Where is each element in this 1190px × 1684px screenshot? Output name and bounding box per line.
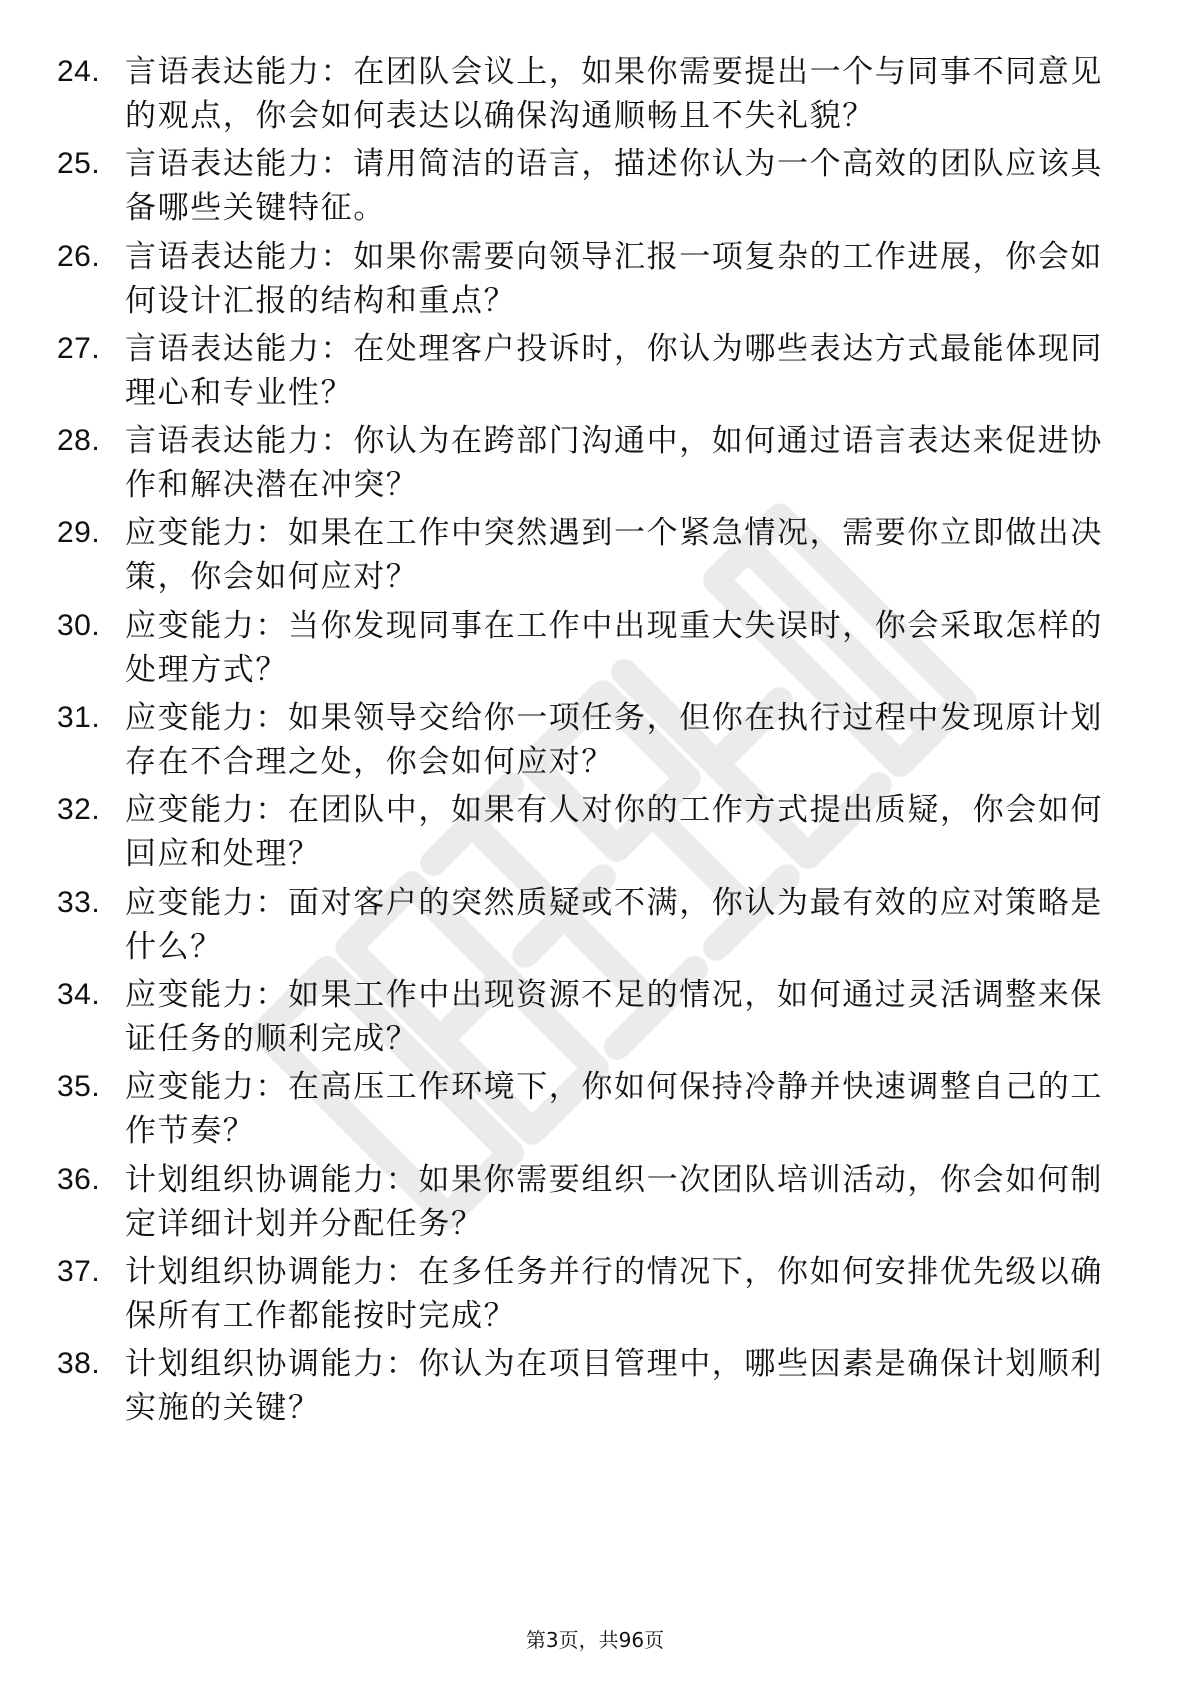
- question-number: 29.: [57, 516, 101, 550]
- question-item: [57, 1158, 1117, 1250]
- question-list: [57, 50, 1117, 1434]
- question-item: [57, 50, 1117, 142]
- question-text: 应变能力：当你发现同事在工作中出现重大失误时，你会采取怎样的处理方式？: [125, 607, 1103, 688]
- question-item: [57, 142, 1117, 234]
- question-text: 应变能力：在高压工作环境下，你如何保持冷静并快速调整自己的工作节奏？: [125, 1069, 1103, 1150]
- question-item: [57, 235, 1117, 327]
- question-number: 38.: [57, 1347, 101, 1381]
- question-item: [57, 881, 1117, 973]
- question-number: 36.: [57, 1162, 101, 1196]
- question-text: 计划组织协调能力：在多任务并行的情况下，你如何安排优先级以确保所有工作都能按时完成？: [125, 1253, 1103, 1334]
- question-item: [57, 511, 1117, 603]
- question-text: 应变能力：在团队中，如果有人对你的工作方式提出质疑，你会如何回应和处理？: [125, 792, 1103, 873]
- question-item: [57, 1250, 1117, 1342]
- question-text: 应变能力：如果在工作中突然遇到一个紧急情况，需要你立即做出决策，你会如何应对？: [125, 515, 1103, 596]
- question-text: 言语表达能力：请用简洁的语言，描述你认为一个高效的团队应该具备哪些关键特征。: [125, 146, 1103, 227]
- question-text: 应变能力：如果工作中出现资源不足的情况，如何通过灵活调整来保证任务的顺利完成？: [125, 976, 1103, 1057]
- question-number: 35.: [57, 1070, 101, 1104]
- question-number: 25.: [57, 147, 101, 181]
- question-item: [57, 788, 1117, 880]
- question-number: 30.: [57, 608, 101, 642]
- question-item: [57, 327, 1117, 419]
- question-number: 28.: [57, 424, 101, 458]
- question-number: 24.: [57, 55, 101, 88]
- question-text: 计划组织协调能力：你认为在项目管理中，哪些因素是确保计划顺利实施的关键？: [125, 1346, 1103, 1427]
- question-number: 37.: [57, 1254, 101, 1288]
- page-number: 第3页，共96页: [525, 1628, 665, 1652]
- question-number: 27.: [57, 331, 101, 365]
- question-item: [57, 696, 1117, 788]
- question-number: 32.: [57, 793, 101, 827]
- question-number: 33.: [57, 885, 101, 919]
- question-number: 31.: [57, 701, 101, 735]
- question-text: 言语表达能力：在处理客户投诉时，你认为哪些表达方式最能体现同理心和专业性？: [125, 330, 1103, 411]
- question-text: 应变能力：面对客户的突然质疑或不满，你认为最有效的应对策略是什么？: [125, 884, 1103, 965]
- question-text: 应变能力：如果领导交给你一项任务，但你在执行过程中发现原计划存在不合理之处，你会如何应对？: [125, 700, 1103, 781]
- question-text: 言语表达能力：你认为在跨部门沟通中，如何通过语言表达来促进协作和解决潜在冲突？: [125, 423, 1103, 504]
- question-number: 34.: [57, 977, 101, 1011]
- question-item: [57, 1342, 1117, 1434]
- question-number: 26.: [57, 239, 101, 273]
- question-item: [57, 1065, 1117, 1157]
- question-item: [57, 604, 1117, 696]
- question-text: 言语表达能力：在团队会议上，如果你需要提出一个与同事不同意见的观点，你会如何表达以确保沟通顺畅且不失礼貌？: [125, 54, 1103, 134]
- question-item: [57, 419, 1117, 511]
- question-item: [57, 973, 1117, 1065]
- question-text: 计划组织协调能力：如果你需要组织一次团队培训活动，你会如何制定详细计划并分配任务？: [125, 1161, 1103, 1242]
- question-text: 言语表达能力：如果你需要向领导汇报一项复杂的工作进展，你会如何设计汇报的结构和重点？: [125, 238, 1103, 319]
